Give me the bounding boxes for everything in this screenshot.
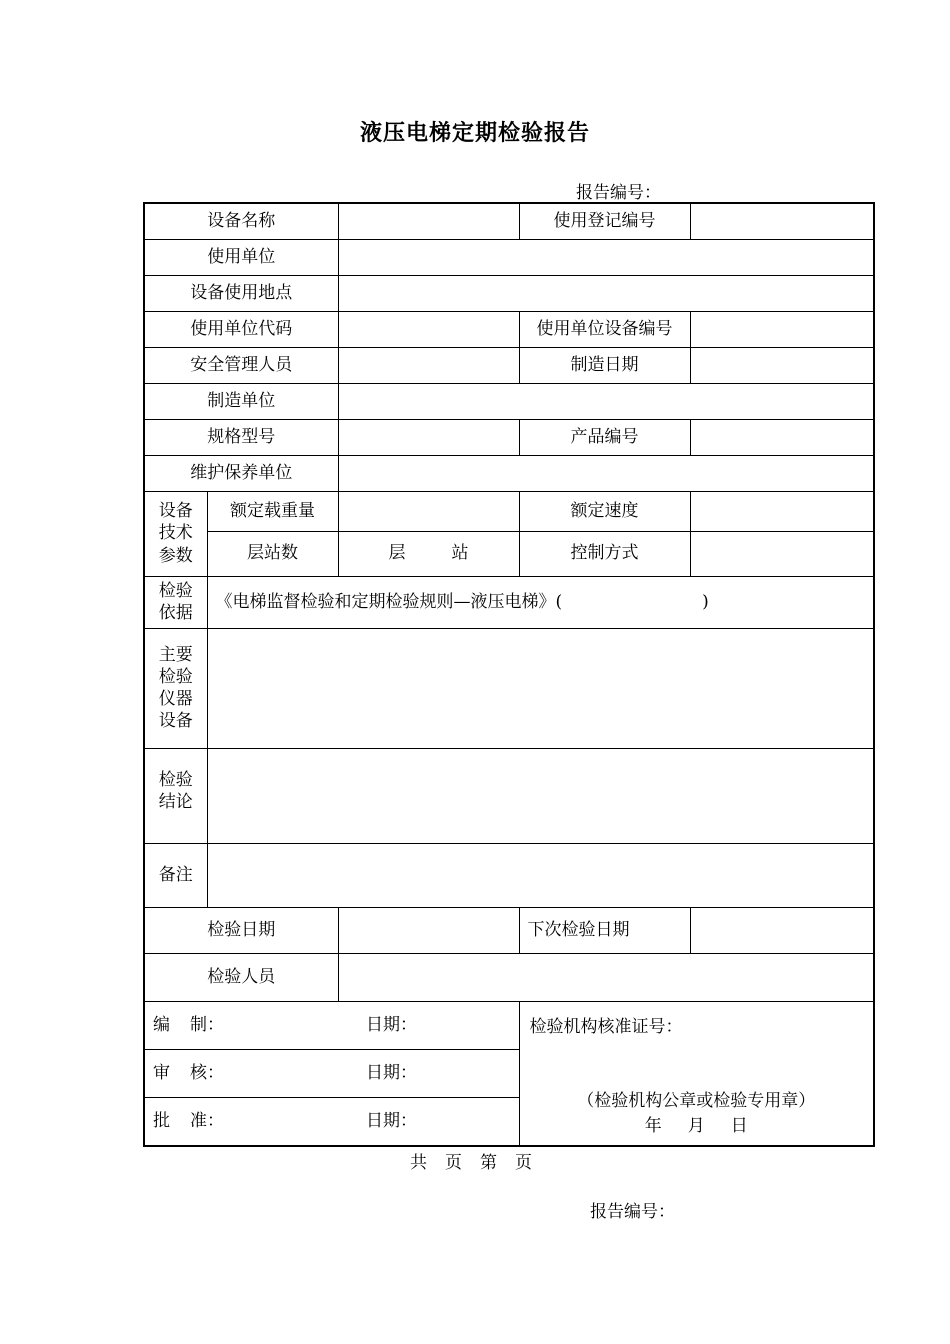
row-remarks: [144, 843, 874, 907]
row-device-name: [144, 203, 874, 239]
year-label: 年: [644, 1115, 662, 1136]
report-number-label-top: 报告编号：: [576, 183, 661, 203]
rated-speed-field[interactable]: [690, 491, 874, 531]
product-no-field[interactable]: [690, 419, 874, 455]
rated-load-field[interactable]: [338, 491, 519, 531]
compile-char-2: 制：: [190, 1014, 224, 1035]
remarks-label: 备注: [144, 843, 207, 907]
month-label: 月: [687, 1115, 705, 1136]
org-cert-no-label: 检验机构核准证号：: [529, 1016, 683, 1037]
safety-manager-label: 安全管理人员: [144, 347, 338, 383]
basis-text: 《电梯监督检验和定期检验规则—液压电梯》(: [215, 591, 563, 612]
basis-field[interactable]: [207, 576, 874, 628]
conclusion-field[interactable]: [207, 748, 874, 843]
approve-char-2: 准：: [190, 1110, 224, 1131]
location-label: 设备使用地点: [144, 275, 338, 311]
approve-label[interactable]: [145, 1097, 340, 1145]
row-user-unit: [144, 239, 874, 275]
inspection-date-label: 检验日期: [144, 907, 338, 953]
unit-code-label: 使用单位代码: [144, 311, 338, 347]
compile-date-label[interactable]: 日期：: [340, 1002, 519, 1050]
signoff-review-row: [145, 1049, 519, 1097]
row-manufacturer: [144, 383, 874, 419]
row-instruments: [144, 628, 874, 748]
tech-label-line: 技术: [158, 523, 193, 544]
instruments-label-line: 设备: [158, 711, 193, 732]
row-inspector: [144, 953, 874, 1001]
basis-label-line: 依据: [158, 603, 193, 623]
maintenance-unit-field[interactable]: [338, 455, 874, 491]
station-unit: 站: [451, 543, 469, 564]
footer-page-2: 页: [515, 1153, 532, 1173]
review-date-label[interactable]: 日期：: [340, 1049, 519, 1097]
conclusion-label: [144, 748, 207, 843]
org-seal-block[interactable]: [519, 1001, 874, 1146]
unit-device-no-field[interactable]: [690, 311, 874, 347]
instruments-label: [144, 628, 207, 748]
tech-label-line: 参数: [158, 545, 193, 566]
basis-close-paren: ): [702, 591, 709, 612]
floor-unit: 层: [388, 543, 406, 564]
next-inspection-date-label: 下次检验日期: [519, 907, 690, 953]
safety-manager-field[interactable]: [338, 347, 519, 383]
instruments-label-line: 检验: [158, 666, 193, 687]
org-date-line: [520, 1115, 874, 1137]
manufacture-date-field[interactable]: [690, 347, 874, 383]
signoff-compile-row: [145, 1002, 519, 1050]
floors-stations-field[interactable]: [338, 531, 519, 576]
row-conclusion: [144, 748, 874, 843]
reg-no-label: 使用登记编号: [519, 203, 690, 239]
conclusion-label-line: 检验: [158, 769, 193, 790]
instruments-label-line: 仪器: [158, 689, 193, 709]
model-field[interactable]: [338, 419, 519, 455]
inspector-field[interactable]: [338, 953, 874, 1001]
signoff-block: [144, 1001, 519, 1146]
row-inspection-date: [144, 907, 874, 953]
inspection-date-field[interactable]: [338, 907, 519, 953]
signoff-table: [145, 1002, 519, 1145]
row-signoff: [144, 1001, 874, 1146]
control-mode-field[interactable]: [690, 531, 874, 576]
control-mode-label: 控制方式: [519, 531, 690, 576]
footer-page-1: 页: [445, 1153, 462, 1173]
inspector-label: 检验人员: [144, 953, 338, 1001]
review-char-1: 审: [153, 1062, 170, 1083]
review-char-2: 核：: [190, 1062, 224, 1083]
instruments-field[interactable]: [207, 628, 874, 748]
row-basis: [144, 576, 874, 628]
remarks-field[interactable]: [207, 843, 874, 907]
row-tech-rated: [144, 491, 874, 531]
row-tech-floors: [144, 531, 874, 576]
signoff-approve-row: [145, 1097, 519, 1145]
row-model: [144, 419, 874, 455]
inspection-form-table: [143, 202, 875, 1147]
approve-date-label[interactable]: 日期：: [366, 1110, 417, 1131]
next-inspection-date-field[interactable]: [690, 907, 874, 953]
org-seal-text: （检验机构公章或检验专用章）: [577, 1090, 816, 1111]
manufacturer-label: 制造单位: [144, 383, 338, 419]
tech-params-label: [144, 491, 207, 576]
basis-label: [144, 576, 207, 628]
unit-code-field[interactable]: [338, 311, 519, 347]
compile-char-1: 编: [153, 1014, 170, 1035]
floors-stations-label: 层站数: [207, 531, 338, 576]
unit-device-no-label: 使用单位设备编号: [519, 311, 690, 347]
user-unit-label: 使用单位: [144, 239, 338, 275]
page-count-footer: [410, 1148, 550, 1173]
day-label: 日: [730, 1115, 748, 1136]
product-no-label: 产品编号: [519, 419, 690, 455]
review-label[interactable]: [145, 1049, 340, 1097]
device-name-label: 设备名称: [144, 203, 338, 239]
manufacturer-field[interactable]: [338, 383, 874, 419]
page-title: 液压电梯定期检验报告: [359, 121, 590, 146]
report-number-label-bottom: 报告编号：: [590, 1202, 675, 1222]
rated-speed-label: 额定速度: [519, 491, 690, 531]
approve-char-1: 批: [153, 1110, 170, 1131]
conclusion-label-line: 结论: [158, 791, 193, 812]
footer-total: 共: [410, 1153, 427, 1173]
rated-load-label: 额定载重量: [207, 491, 338, 531]
tech-label-line: 设备: [158, 501, 193, 522]
row-unit-code: [144, 311, 874, 347]
row-location: [144, 275, 874, 311]
basis-label-line: 检验: [158, 580, 193, 601]
reg-no-field[interactable]: [690, 203, 874, 239]
device-name-field[interactable]: [338, 203, 519, 239]
location-field[interactable]: [338, 275, 874, 311]
user-unit-field[interactable]: [338, 239, 874, 275]
model-label: 规格型号: [144, 419, 338, 455]
footer-nth: 第: [480, 1153, 497, 1173]
compile-label[interactable]: [145, 1002, 340, 1050]
row-maintenance-unit: [144, 455, 874, 491]
maintenance-unit-label: 维护保养单位: [144, 455, 338, 491]
manufacture-date-label: 制造日期: [519, 347, 690, 383]
row-safety-manager: [144, 347, 874, 383]
instruments-label-line: 主要: [158, 644, 193, 665]
